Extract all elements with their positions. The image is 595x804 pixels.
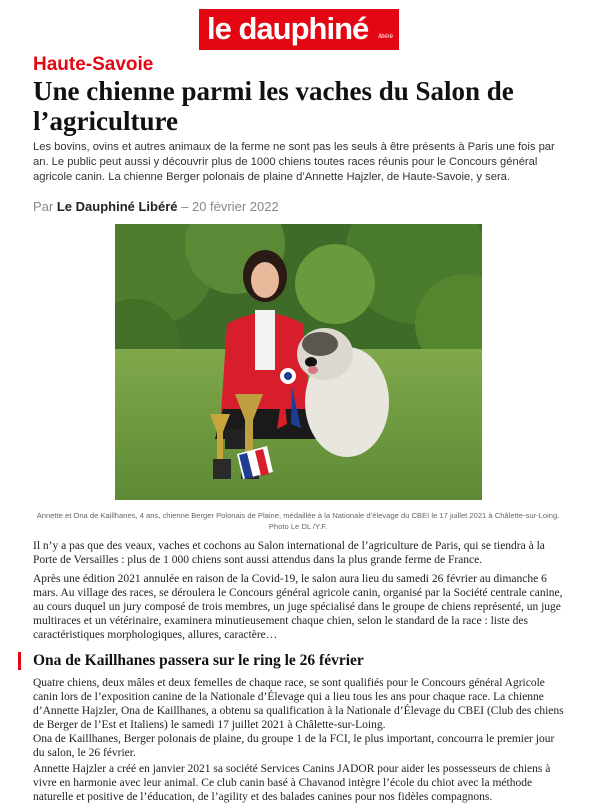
le-dauphine-logo[interactable]	[199, 9, 399, 50]
paragraph: Après une édition 2021 annulée en raison de la Covid-19, le salon aura lieu du samedi 26 février au dimanche 6 mars. Au village des races, se déroulera le Concours général agricole canin, organisé par la Société centrale canine, au cours duquel un jury composé de trois membres, un juge spécialisé dans le groupe de chiens représenté, un juge multiraces et un vétérinaire, examinera minutieusement chaque chien, selon le standard de la race : liste des caractéristiques morphologiques, allures, caractère…	[33, 573, 563, 641]
section-label[interactable]: Haute-Savoie	[33, 54, 154, 75]
photo-caption: Annette et Ona de Kaillhanes, 4 ans, chienne Berger Polonais de Plaine, médaillée à la Nationale d’élevage du CBEI le 17 juillet 2021 à Châlette-sur-Loing. Photo Le DL /Y.F.	[36, 511, 560, 531]
paragraph: Quatre chiens, deux mâles et deux femelles de chaque race, se sont qualifiés pour le Concours général Agricole canin lors de l’exposition canine de la Nationale d’Élevage qui a lieu tous les ans pour chaque race. La chienne d’Annette Hajzler, Ona de Kaillhanes, a obtenu sa qualification à la Nationale d’Élevage du CBEI (Club des chiens de Berger de l’Est et Italiens) le samedi 17 juillet 2021 à Châlette-sur-Loing.	[33, 677, 564, 731]
byline-prefix: Par	[33, 199, 54, 214]
paragraph: Il n’y a pas que des veaux, vaches et cochons au Salon international de l’agriculture de Paris, qui se tiendra à la Porte de Versailles : plus de 1 000 chiens sont aussi attendus dans la plus grande ferme de France.	[33, 540, 545, 566]
paragraph: Ona de Kaillhanes, Berger polonais de plaine, du groupe 1 de la FCI, le plus important, concourra le premier jour du salon, le 26 février.	[33, 733, 555, 759]
subheading: Ona de Kaillhanes passera sur le ring le 26 février	[18, 652, 364, 670]
logo-wordmark: le dauphiné	[207, 11, 369, 46]
byline-author[interactable]: Le Dauphiné Libéré	[56, 199, 178, 214]
byline	[33, 199, 279, 214]
article-title: Une chienne parmi les vaches du Salon de l’agriculture	[33, 76, 514, 136]
photo-woman-with-dog	[115, 224, 482, 500]
byline-date: – 20 février 2022	[181, 199, 279, 214]
paragraph: Annette Hajzler a créé en janvier 2021 sa société Services Canins JADOR pour aider les possesseurs de chiens à vivre en harmonie avec leur animal. Ce club canin basé à Chavanod intègre l’école du chiot avec la méthode naturelle et positive de l’éducation, de l’agility et des balades canines pour nos fidèles compagnons.	[33, 763, 551, 803]
logo-suffix: libéré	[378, 34, 393, 40]
article-photo	[115, 224, 482, 500]
article-lede: Les bovins, ovins et autres animaux de la ferme ne sont pas les seuls à être présents à Paris une fois par an. Le public peut aussi y découvrir plus de 1000 chiens toutes races réunis pour le Concours général agricole canin. La chienne Berger polonais de plaine d’Annette Hajzler, de Haute-Savoie, y sera.	[33, 141, 555, 183]
